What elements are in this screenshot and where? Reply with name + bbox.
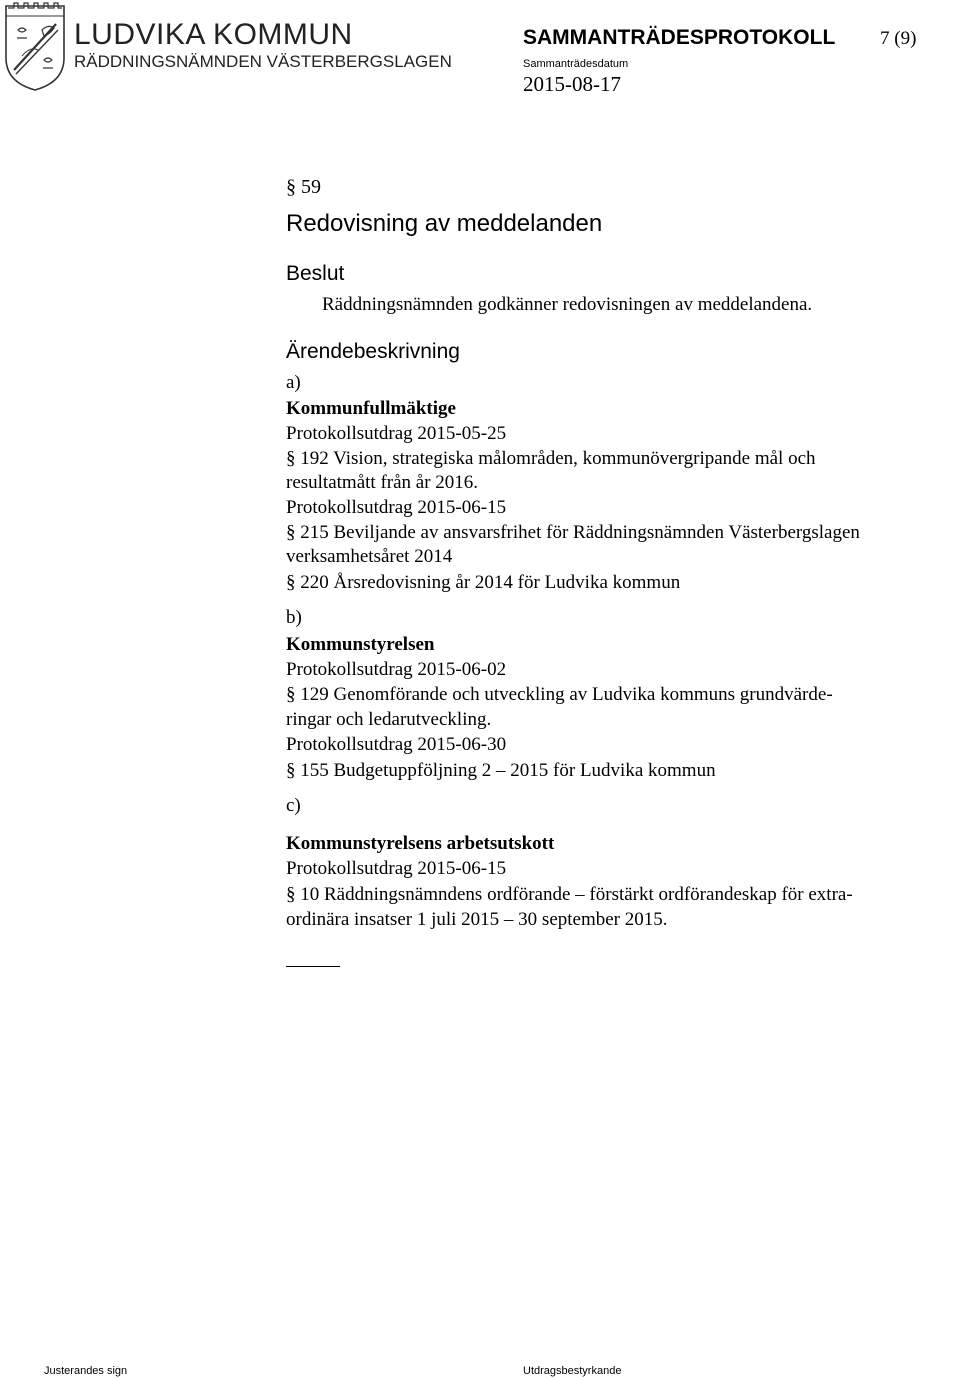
- item-a-entry-215: § 215 Beviljande av ansvarsfrihet för Räddningsnämnden Västerbergslagen: [286, 522, 860, 543]
- item-a-entry-192: § 192 Vision, strategiska målområden, kommunövergripande mål och: [286, 448, 816, 469]
- item-b-label: b): [286, 607, 302, 628]
- item-a-entry-215-cont: verksamhetsåret 2014: [286, 546, 453, 567]
- item-b-entry-129-cont: ringar och ledarutveckling.: [286, 709, 492, 730]
- meeting-date: 2015-08-17: [523, 72, 621, 96]
- decision-heading: Beslut: [286, 262, 345, 285]
- item-c-label: c): [286, 795, 301, 816]
- item-a-entry-192-cont: resultatmått från år 2016.: [286, 472, 479, 493]
- item-b-entry-155: § 155 Budgetuppföljning 2 – 2015 för Ludvika kommun: [286, 760, 716, 781]
- item-c-entry-10-cont: ordinära insatser 1 juli 2015 – 30 september 2015.: [286, 909, 668, 930]
- decision-text: Räddningsnämnden godkänner redovisningen av meddelandena.: [322, 294, 813, 315]
- item-a-excerpt-2: Protokollsutdrag 2015-06-15: [286, 497, 507, 518]
- item-a-entry-220: § 220 Årsredovisning år 2014 för Ludvika kommun: [286, 572, 681, 593]
- item-a-excerpt-1: Protokollsutdrag 2015-05-25: [286, 423, 507, 444]
- item-b-excerpt-1: Protokollsutdrag 2015-06-02: [286, 659, 507, 680]
- footer-utdragsbestyrkande: Utdragsbestyrkande: [523, 1365, 622, 1377]
- end-divider: [286, 966, 340, 967]
- item-c-excerpt-1: Protokollsutdrag 2015-06-15: [286, 858, 507, 879]
- date-label: Sammanträdesdatum: [523, 58, 629, 70]
- item-b-entry-129: § 129 Genomförande och utveckling av Ludvika kommuns grundvärde-: [286, 684, 833, 705]
- description-heading: Ärendebeskrivning: [286, 340, 460, 363]
- item-b-excerpt-2: Protokollsutdrag 2015-06-30: [286, 734, 507, 755]
- item-c-entry-10: § 10 Räddningsnämndens ordförande – förstärkt ordförandeskap för extra-: [286, 884, 853, 905]
- document-type: SAMMANTRÄDESPROTOKOLL: [523, 26, 836, 49]
- footer-justerandes-sign: Justerandes sign: [44, 1365, 128, 1377]
- organization-subtitle: RÄDDNINGSNÄMNDEN VÄSTERBERGSLAGEN: [74, 52, 452, 71]
- item-a-body: Kommunfullmäktige: [286, 398, 456, 419]
- organization-name: LUDVIKA KOMMUN: [74, 18, 353, 51]
- section-number: § 59: [286, 176, 321, 198]
- item-a-label: a): [286, 372, 301, 393]
- page-number: 7 (9): [880, 28, 917, 49]
- item-b-body: Kommunstyrelsen: [286, 634, 435, 655]
- section-title: Redovisning av meddelanden: [286, 210, 603, 237]
- item-c-body: Kommunstyrelsens arbetsutskott: [286, 833, 555, 854]
- coat-of-arms-icon: [2, 0, 68, 92]
